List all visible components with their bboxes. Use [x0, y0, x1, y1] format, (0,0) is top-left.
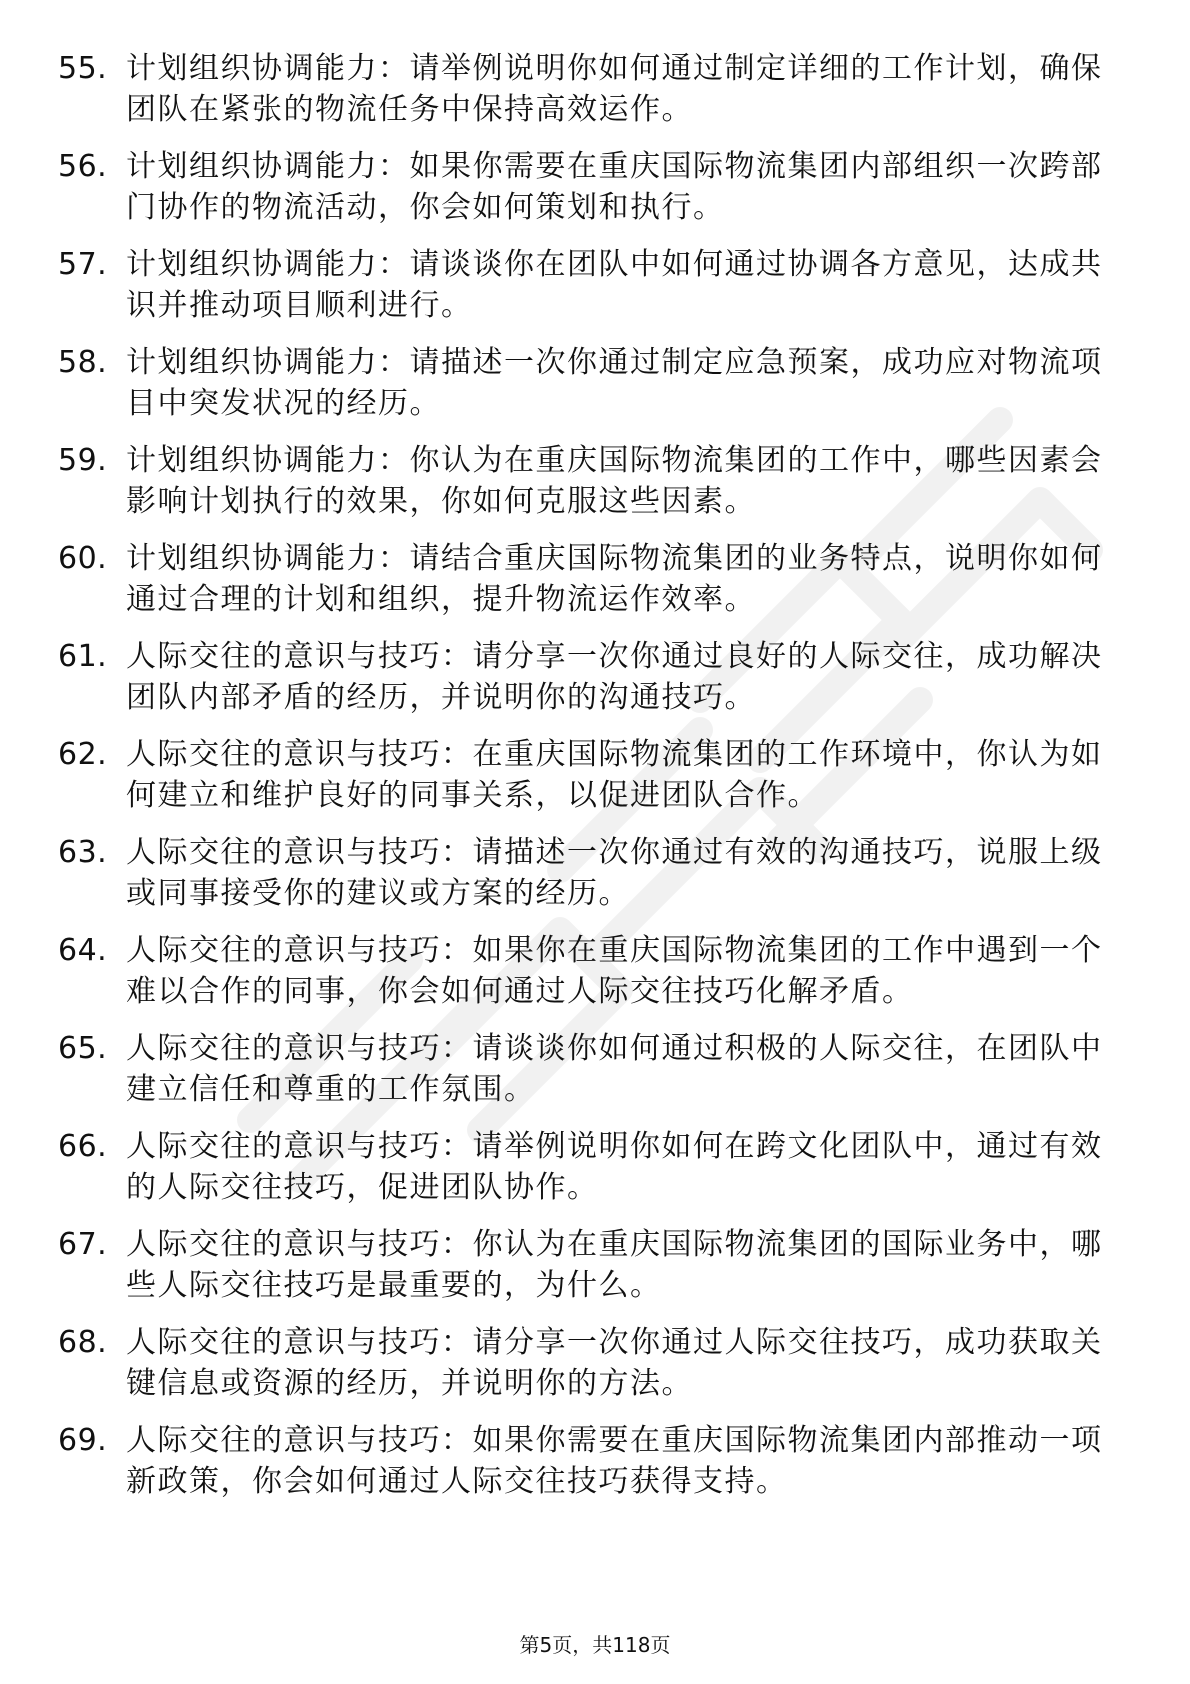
- question-number: 55.: [58, 51, 108, 86]
- question-number: 68.: [58, 1325, 108, 1360]
- question-text: 计划组织协调能力：如果你需要在重庆国际物流集团内部组织一次跨部门协作的物流活动，你会如何策划和执行。: [126, 149, 1103, 225]
- question-item: [58, 342, 1118, 440]
- question-item: [58, 538, 1118, 636]
- question-number: 62.: [58, 737, 108, 772]
- question-number: 69.: [58, 1423, 108, 1458]
- question-item: [58, 734, 1118, 832]
- question-number: 59.: [58, 443, 108, 478]
- question-text: 计划组织协调能力：你认为在重庆国际物流集团的工作中，哪些因素会影响计划执行的效果，你如何克服这些因素。: [126, 443, 1103, 519]
- question-item: [58, 1028, 1118, 1126]
- question-item: [58, 930, 1118, 1028]
- question-text: 人际交往的意识与技巧：请分享一次你通过人际交往技巧，成功获取关键信息或资源的经历，并说明你的方法。: [126, 1325, 1103, 1401]
- question-text: 人际交往的意识与技巧：如果你在重庆国际物流集团的工作中遇到一个难以合作的同事，你会如何通过人际交往技巧化解矛盾。: [126, 933, 1103, 1009]
- question-text: 人际交往的意识与技巧：你认为在重庆国际物流集团的国际业务中，哪些人际交往技巧是最重要的，为什么。: [126, 1227, 1103, 1303]
- question-number: 65.: [58, 1031, 108, 1066]
- question-item: [58, 1126, 1118, 1224]
- question-text: 人际交往的意识与技巧：请分享一次你通过良好的人际交往，成功解决团队内部矛盾的经历，并说明你的沟通技巧。: [126, 639, 1103, 715]
- question-item: [58, 244, 1118, 342]
- question-text: 人际交往的意识与技巧：请描述一次你通过有效的沟通技巧，说服上级或同事接受你的建议或方案的经历。: [126, 835, 1103, 911]
- question-text: 人际交往的意识与技巧：如果你需要在重庆国际物流集团内部推动一项新政策，你会如何通过人际交往技巧获得支持。: [126, 1423, 1103, 1499]
- question-number: 56.: [58, 149, 108, 184]
- question-number: 58.: [58, 345, 108, 380]
- question-text: 人际交往的意识与技巧：请谈谈你如何通过积极的人际交往，在团队中建立信任和尊重的工作氛围。: [126, 1031, 1103, 1107]
- question-number: 63.: [58, 835, 108, 870]
- question-text: 计划组织协调能力：请举例说明你如何通过制定详细的工作计划，确保团队在紧张的物流任务中保持高效运作。: [126, 51, 1103, 127]
- question-text: 计划组织协调能力：请谈谈你在团队中如何通过协调各方意见，达成共识并推动项目顺利进行。: [126, 247, 1103, 323]
- question-text: 计划组织协调能力：请结合重庆国际物流集团的业务特点，说明你如何通过合理的计划和组织，提升物流运作效率。: [126, 541, 1103, 617]
- page-number: 第5页，共118页: [519, 1633, 671, 1657]
- question-item: [58, 636, 1118, 734]
- question-text: 计划组织协调能力：请描述一次你通过制定应急预案，成功应对物流项目中突发状况的经历。: [126, 345, 1103, 421]
- question-item: [58, 1420, 1118, 1518]
- question-number: 61.: [58, 639, 108, 674]
- question-item: [58, 1322, 1118, 1420]
- question-text: 人际交往的意识与技巧：在重庆国际物流集团的工作环境中，你认为如何建立和维护良好的同事关系，以促进团队合作。: [126, 737, 1103, 813]
- question-item: [58, 1224, 1118, 1322]
- question-number: 64.: [58, 933, 108, 968]
- question-number: 67.: [58, 1227, 108, 1262]
- question-item: [58, 146, 1118, 244]
- question-item: [58, 832, 1118, 930]
- question-item: [58, 48, 1118, 146]
- question-number: 57.: [58, 247, 108, 282]
- question-number: 66.: [58, 1129, 108, 1164]
- question-number: 60.: [58, 541, 108, 576]
- question-text: 人际交往的意识与技巧：请举例说明你如何在跨文化团队中，通过有效的人际交往技巧，促进团队协作。: [126, 1129, 1103, 1205]
- question-list: [58, 48, 1118, 1518]
- question-item: [58, 440, 1118, 538]
